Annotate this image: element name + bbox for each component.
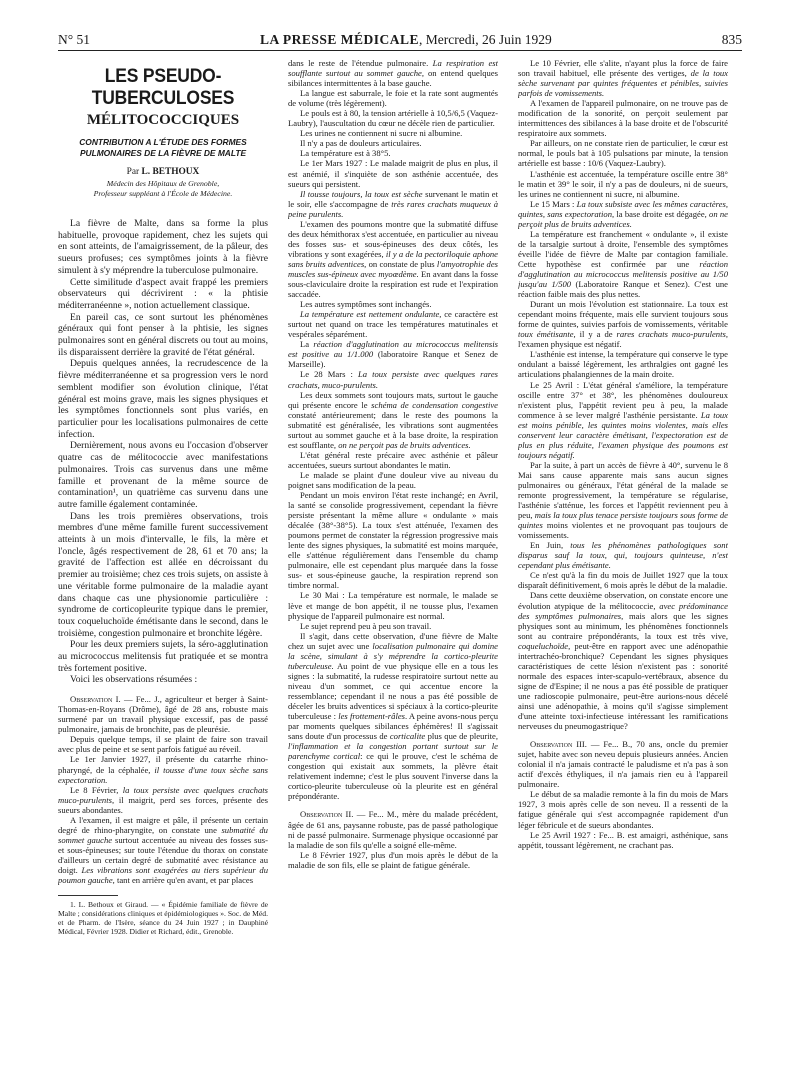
emphasis: réaction d'agglutination au micrococcus melitensis positive au 1/50 jusqu'au 1/500 bbox=[518, 258, 728, 290]
text-run: constaté antérieurement; dans le reste des poumons la submatité est généralisée, les vibrations sont augmentées surtout au sommet gauche et à la base droite, la respiration est soufflante, bbox=[288, 409, 498, 450]
emphasis: coqueluchoïde bbox=[518, 640, 569, 651]
author-line bbox=[58, 167, 268, 177]
paragraph bbox=[288, 339, 498, 369]
text-run: , il y a de bbox=[573, 329, 617, 340]
paragraph: L'état général reste précaire avec asthénie et pâleur accentuées, sueurs surtout abondantes le matin. bbox=[288, 449, 498, 470]
paragraph bbox=[518, 299, 728, 349]
text-run: , on constate de plus bbox=[364, 258, 437, 269]
text-run: Les deux sommets sont toujours mats, surtout le gauche qui présente encore le bbox=[288, 389, 498, 410]
paragraph: Depuis quelque temps, il se plaint de faire son travail avec plus de peine et se sent parfois fatigué au réveil. bbox=[58, 734, 268, 755]
paragraph bbox=[58, 785, 268, 815]
emphasis: les frottement-râles bbox=[338, 711, 405, 722]
emphasis: La respiration est soufflante surtout au sommet gauche bbox=[288, 58, 498, 79]
text-run: Le 15 Mars : bbox=[530, 198, 577, 209]
text-run: (Laboratoire Ranque et Senez). C'est une réaction faible mais des plus nettes. bbox=[518, 279, 728, 300]
text-run: Le 10 Février, elle s'alite, n'ayant plus la force de faire son travail habituel, elle présente des vertiges, bbox=[518, 58, 728, 79]
paragraph: La langue est saburrale, le foie et la rate sont augmentés de volume (très légèrement). bbox=[288, 88, 498, 109]
paragraph: Dans les trois premières observations, trois membres d'une même famille furent successivement atteints à un mois d'intervalle, le fils, la mère et l'oncle, âgés respectivement de 28, 61 et 70 ans; la gravité de l'affection est allée en décroissant du premier au troisième; chez ces trois sujets, on assiste à une véritable forme pulmonaire de la maladie ayant dans chaque cas une physionomie particulière : syndrome de corticopleurite typique dans le premier, toux coqueluchoïde émétisante dans le second, dans le troisième, congestion pulmonaire et bronchite légère. bbox=[58, 510, 268, 639]
emphasis: de la toux sèche survenant par quintes fréquentes et pénibles, suivies parfois de vomissements. bbox=[518, 68, 728, 99]
author-name: L. BETHOUX bbox=[141, 167, 200, 177]
text-run: La température est franchement « ondulante », il existe de la tarsalgie surtout à droite, l'ensemble des symptômes éveille l'idée de fièvre de Malte par contagion familiale. Cette hypothèse est confirmée par une bbox=[518, 228, 728, 269]
paragraph: Par ailleurs, on ne constate rien de particulier, le cœur est normal, le pouls bat à 105 pulsations par minute, la tension artérielle est basse : 10/6 (Vaquez-Laubry). bbox=[518, 138, 728, 169]
text-run: , peut-être en rapport avec une adénopathie intertrachéo-bronchique? Cependant les signes physiques caractéristiques de cette lésion n'existent pas : sonorité normale des espaces inter-scapulo-vertébraux, absence du signe de d'Espine; il ne nous a pas été possible de pratiquer une radioscopie pulmonaire, peut-être aurions-nous décelé ainsi une adénopathie, à moins qu'il s'agisse simplement d'une atteinte toxi-infectieuse intéressant les ramifications nerveuses du pneumogastrique? bbox=[518, 640, 728, 732]
paragraph bbox=[288, 631, 498, 802]
observation-3 bbox=[518, 739, 728, 789]
paragraph: A l'examen de l'appareil pulmonaire, on ne trouve pas de modification de la sonorité, on perçoit seulement par intermittences des sibilances à la base droite et de l'obscurité respiratoire aux sommets. bbox=[518, 98, 728, 139]
observation-1 bbox=[58, 694, 268, 734]
text-run: survenant le matin et le soir, elle s'accompagne de bbox=[288, 188, 498, 209]
page-number: 835 bbox=[721, 32, 742, 47]
paragraph: Le pouls est à 80, la tension artérielle à 10,5/6,5 (Vaquez-Laubry), l'auscultation du cœur ne décèle rien de particulier. bbox=[288, 108, 498, 129]
text-run: Le 1er Janvier 1927, il présente du catarrhe rhino-pharyngé, de la céphalée, bbox=[58, 754, 268, 775]
emphasis: mais la toux plus tenace persiste toujours sous forme de quintes bbox=[518, 510, 728, 531]
issue-date: , Mercredi, 26 Juin 1929 bbox=[419, 32, 552, 47]
observation-2 bbox=[288, 809, 498, 849]
text-run: moins violentes et ne provoquant pas toujours de vomissements. bbox=[518, 520, 728, 541]
emphasis: réaction d'agglutination au micrococcus melitensis est positive au 1/1.000 bbox=[288, 339, 498, 360]
paragraph bbox=[288, 58, 498, 88]
text-run: Le 28 Mars : bbox=[300, 369, 358, 380]
text-run: A l'examen, il est maigre et pâle, il présente un certain degré de rhino-pharyngite, on constate une bbox=[58, 814, 268, 835]
emphasis: La toux subsiste avec les mêmes caractères, quintes, sans expectoration bbox=[518, 198, 728, 219]
footnote-rule bbox=[58, 895, 118, 896]
text-run: surtout accentuée au niveau des fosses sus- et sous-épineuses; sur toute l'étendue du thorax on constate d'ailleurs un certain degré de submatité avec résistance au doigt. bbox=[58, 834, 268, 875]
paragraph bbox=[518, 229, 728, 299]
paragraph: Ce n'est qu'à la fin du mois de Juillet 1927 que la toux disparaît définitivement, 6 mois après le début de la maladie. bbox=[518, 570, 728, 591]
emphasis: corticalite bbox=[389, 731, 426, 742]
emphasis: il tousse d'une toux sèche sans expectoration. bbox=[58, 764, 268, 785]
text-run: Il s'agit, dans cette observation, d'une fièvre de Malte chez un sujet avec une bbox=[288, 630, 498, 651]
paragraph bbox=[518, 380, 728, 460]
paragraph bbox=[518, 58, 728, 98]
paragraph bbox=[288, 309, 498, 339]
text-run: , la base droite est dégagée, bbox=[612, 208, 710, 219]
paragraph: Dernièrement, nous avons eu l'occasion d'observer quatre cas de mélitococcie avec manifestations pulmonaires. Trois cas survenus dans une même famille et provenant de la même source de contamination¹, un quatrième cas survenu dans une autre famille également contaminée. bbox=[58, 440, 268, 510]
paragraph bbox=[288, 189, 498, 219]
text-run: , ce caractère est surtout net quand on trace les températures matutinales et vespérales séparément. bbox=[288, 309, 498, 340]
text-run: Dans cette deuxième observation, on constate encore une évolution atypique de la mélitococcie, bbox=[518, 590, 728, 611]
emphasis: avec prédominance des symptômes pulmonaires bbox=[518, 600, 728, 621]
text-run: Durant un mois l'évolution est stationnaire. La toux est cependant moins fréquente, mais elle survient toujours sous forme de quintes, suivies parfois de vomissements, véritable bbox=[518, 299, 728, 330]
text-run: . A peine avons-nous perçu par moments quelques sibilances éphémères! Il s'agissait sans doute d'un processus de bbox=[288, 711, 498, 742]
text-run: La bbox=[300, 339, 314, 350]
emphasis: La toux est moins pénible, les quintes moins violentes, mais elles conservent leur caractère émétisant, l'expectoration est de plus en plus réduite, l'examen physique des poumons est toujours négatif. bbox=[518, 409, 728, 460]
paragraph: L'asthénie est accentuée, la température oscille entre 38° le matin et 39° le soir, il n'y a pas de douleurs, ni de sueurs, les urines ne contiennent ni sucre, ni albumine. bbox=[518, 168, 728, 199]
issue-number: N° 51 bbox=[58, 32, 91, 47]
text-run: Au point de vue physique elle en a tous les signes : la submatité, la rudesse respiratoire surtout nette au niveau d'un sommet, ce qui accentue encore la ressemblance; cependant il ne nous a pas été possible de déceler les bruits adventices si spéciaux à la cortico-pleurite tuberculeuse : bbox=[288, 660, 498, 722]
emphasis: la toux persiste avec quelques crachats muco-purulents bbox=[58, 784, 268, 805]
text-run: dans le reste de l'étendue pulmonaire. bbox=[288, 58, 433, 68]
text-run: , mais alors que les signes physiques sont au minimum, les phénomènes fonctionnels sont au contraire prépondérants, la toux est très vive, bbox=[518, 610, 728, 641]
article-body bbox=[58, 58, 744, 1018]
author-affiliation bbox=[58, 179, 268, 198]
paragraph: Depuis quelques années, la recrudescence de la fièvre méditerranéenne et sa progression vers le nord semblent modifier son évolution clinique, l'état général est moins grave, mais les signes physiques et les symptômes fonctionnels sont plus variés, en particulier pour les localisations pulmonaires de cette infection. bbox=[58, 358, 268, 440]
emphasis: rares crachats muco-purulents bbox=[616, 329, 726, 340]
affiliation-line: Médecin des Hôpitaux de Grenoble, bbox=[106, 179, 220, 189]
paragraph: Le 30 Mai : La température est normale, le malade se lève et mange de bon appétit, il ne tousse plus, l'examen physique de l'appareil pulmonaire est normal. bbox=[288, 590, 498, 621]
paragraph: La fièvre de Malte, dans sa forme la plus habituelle, provoque rapidement, chez les sujets qui en sont atteints, de l'amaigrissement, de la pâleur, des sueurs profuses; ces symptômes joints à la fièvre simulent à s'y méprendre la tuberculose pulmonaire. bbox=[58, 218, 268, 276]
text-run: Le 8 Février, bbox=[70, 784, 123, 795]
text-run: Par la suite, à part un accès de fièvre à 40°, survenu le 8 Mai sans cause apparente mais sans aucun signes pulmonaires ou généraux, l'état général de la malade se remonte progressivement, la température se régularise, l'asthénie s'atténue, les forces et l'appétit reviennent peu à peu, bbox=[518, 459, 728, 521]
article-title: LES PSEUDO-TUBERCULOSES bbox=[91, 66, 235, 109]
emphasis: il y a de la pectoriloquie aphone sans bruits adventices bbox=[288, 248, 498, 269]
paragraph bbox=[58, 754, 268, 784]
paragraph: Le 1er Mars 1927 : Le malade maigrit de plus en plus, il est anémié, il s'inquiète de son asthénie accentuée, des sueurs qui persistent. bbox=[288, 158, 498, 189]
observation-label: Observation III. bbox=[530, 739, 587, 750]
paragraph bbox=[518, 199, 728, 229]
paragraph: Les autres symptômes sont inchangés. bbox=[300, 299, 432, 310]
author-prefix: Par bbox=[126, 167, 140, 177]
emphasis: submatité du sommet gauche bbox=[58, 824, 268, 845]
paragraph: Le 8 Février 1927, plus d'un mois après le début de la maladie de son fils, elle se plaint de fatigue générale. bbox=[288, 849, 498, 870]
column-2 bbox=[288, 58, 498, 1018]
paragraph bbox=[518, 460, 728, 540]
observation-label: Observation I. bbox=[70, 694, 121, 705]
footnote: 1. L. Bethoux et Giraud. — « Épidémie familiale de fièvre de Malte ; considérations cliniques et épidémiologiques ». Soc. de Méd. et de Pharm. de l'Isère, séance du 24 Juin 1927 ; in Dauphiné Médical, Février 1928. Didier et Richard, édit., Grenoble. bbox=[58, 900, 268, 937]
text-run: Le 25 Avril : L'état général s'améliore, la température oscille entre 37° et 38°, les phénomènes douloureux n'existent plus, l'appétit revient peu à peu, la malade commence à se lever malgré l'asthénie persistante. bbox=[518, 379, 728, 420]
publication-name: LA PRESSE MÉDICALE bbox=[260, 32, 420, 47]
emphasis: toux émétisante bbox=[518, 329, 574, 340]
text-run: : ce qui le prouve, c'est le schéma de congestion qui existait aux sommets, la plèvre était relativement indemne; c'est le plus souvent l'inverse dans la cortico-pleurite tuberculeuse où la pleurite est en général prépondérante. bbox=[288, 751, 498, 802]
text-run: , il maigrit, perd ses forces, présente des sueurs abondantes. bbox=[58, 794, 268, 815]
emphasis: La température est nettement ondulante bbox=[300, 309, 440, 320]
paragraph: Le 25 Avril 1927 : Fe... B. est amaigri, asthénique, sans appétit, toussant légèrement, ne crachant pas. bbox=[518, 829, 728, 850]
paragraph: Le sujet reprend peu à peu son travail. bbox=[300, 620, 432, 631]
paragraph: Cette similitude d'aspect avait frappé les premiers observateurs qui décrivirent : « la phtisie méditerranéenne », notion actuellement classique. bbox=[58, 276, 268, 311]
running-title bbox=[260, 32, 552, 48]
emphasis: Les vibrations sont exagérées au tiers supérieur du poumon gauche bbox=[58, 864, 268, 886]
emphasis: tous les phénomènes pathologiques sont disparus sauf la toux, qui, toujours quinteuse, n'est cependant plus émétisante. bbox=[518, 540, 728, 571]
paragraph: Il n'y a pas de douleurs articulaires. bbox=[300, 138, 422, 149]
paragraph: Le début de sa maladie remonte à la fin du mois de Mars 1927, 3 mois après celle de son neveu. Il a ressenti de la fatigue générale qui s'est accompagnée rapidement d'un léger fébricule et de sueurs abondantes. bbox=[518, 789, 728, 830]
text-run: (laboratoire Ranque et Senez de Marseille). bbox=[288, 349, 498, 370]
paragraph: Pendant un mois environ l'état reste inchangé; en Avril, la santé se consolide progressivement, cependant la fièvre persiste présentant la même allure « ondulante » mais décalée (38°-38°5). La toux s'est atténuée, l'examen des poumons permet de constater la régression progressive mais lente des signes physiques, la submatité est moins marquée, elle s'atténue régulièrement dans l'ensemble du champ pulmonaire, elle est cependant plus marquée dans la fosse sus- et sous-épineuse gauche, la respiration reprend son timbre normal. bbox=[288, 490, 498, 591]
paragraph bbox=[288, 369, 498, 389]
paragraph bbox=[288, 219, 498, 299]
page-header bbox=[58, 28, 742, 48]
emphasis: schéma de condensation congestive bbox=[371, 399, 498, 410]
text-run: En Juin, bbox=[530, 540, 571, 551]
column-1 bbox=[58, 58, 268, 1018]
paragraph: Pour les deux premiers sujets, la séro-agglutination au micrococcus melitensis fut pratiquée et se montra très fortement positive. bbox=[58, 639, 268, 674]
observation-text: — Fe... B., 70 ans, oncle du premier sujet, habite avec son neveu depuis plusieurs années. Ancien colonial il n'a jamais contracté le paludisme et n'a pas à son actif d'excès éthyliques, il n'a jamais rien eu à l'appareil pulmonaire. bbox=[518, 739, 728, 790]
header-rule bbox=[58, 50, 742, 51]
emphasis: La toux persiste avec quelques rares crachats, muco-purulents. bbox=[288, 369, 498, 390]
emphasis: on ne perçoit pas de bruits adventices. bbox=[338, 439, 471, 450]
emphasis: Il tousse toujours, la toux est sèche bbox=[300, 188, 423, 199]
observation-text: — Fe... J., agriculteur et berger à Saint-Thomas-en-Royans (Drôme), âgé de 28 ans, robuste mais surmené par un travail physique excessif, pas de passé pulmonaire, jamais de bronchite, pas de pleurésie. bbox=[58, 694, 268, 735]
paragraph bbox=[288, 390, 498, 450]
text-run: L'examen des poumons montre que la submatité diffuse des deux hémithorax s'est accentuée, en particulier au niveau des fosses sus- et sous-épineuses des deux côtés, les vibrations y sont exagérées, bbox=[288, 218, 498, 259]
paragraph: Voici les observations résumées : bbox=[70, 674, 198, 686]
text-run: plus que de pleurite, bbox=[425, 731, 498, 742]
text-run: , l'examen physique est négatif. bbox=[518, 329, 728, 350]
paragraph bbox=[518, 540, 728, 570]
paragraph: Le malade se plaint d'une douleur vive au niveau du poignet sans modification de la peau. bbox=[288, 469, 498, 490]
emphasis: l'amyotrophie des muscles sus-épineux avec myoœdème. bbox=[288, 258, 498, 279]
text-run: En avant dans la fosse sous-claviculaire droite la respiration est rude et l'expiration saccadée. bbox=[288, 268, 498, 300]
observation-label: Observation II. bbox=[300, 809, 354, 820]
emphasis: l'inflammation et la congestion portant surtout sur le parenchyme cortical bbox=[288, 741, 498, 762]
paragraph: L'asthénie est intense, la température qui conserve le type ondulant a baissé légèrement, les arthralgies ont gagné les articulations phalangiennes de la main droite. bbox=[518, 349, 728, 380]
paragraph: En pareil cas, ce sont surtout les phénomènes généraux qui font penser à la phtisie, les signes pulmonaires sont en général discrets ou tout au moins, ils disparaissent derrière la gravité de l'état général. bbox=[58, 311, 268, 358]
text-run: , on entend quelques sibilances intermittentes à la base gauche. bbox=[288, 68, 498, 89]
emphasis: très rares crachats muqueux à peine purulents. bbox=[288, 198, 498, 219]
article-subtitle: CONTRIBUTION A L'ÉTUDE DES FORMES PULMONAIRES DE LA FIÈVRE DE MALTE bbox=[79, 137, 247, 158]
paragraph bbox=[518, 590, 728, 731]
observation-text: — Fe... M., mère du malade précédent, âgée de 61 ans, paysanne robuste, pas de passé pathologique ni de passé pulmonaire. Surmenage physique occasionné par la maladie de son fils qu'elle a soigné elle-même. bbox=[288, 809, 498, 850]
column-3 bbox=[518, 58, 728, 1018]
paragraph: La température est à 38°5. bbox=[300, 148, 391, 159]
emphasis: localisation pulmonaire qui domine la scène, simulant à s'y méprendre la cortico-pleurite tuberculeuse. bbox=[288, 640, 498, 671]
paragraph bbox=[58, 815, 268, 885]
affiliation-line: Professeur suppléant à l'École de Médecine. bbox=[93, 188, 233, 198]
article-title-sub: MÉLITOCOCCIQUES bbox=[86, 112, 240, 128]
emphasis: on ne perçoit plus de bruits adventices. bbox=[518, 208, 728, 229]
paragraph: Les urines ne contiennent ni sucre ni albumine. bbox=[300, 128, 463, 139]
text-run: , tant en arrière qu'en avant, et par places bbox=[112, 875, 254, 886]
